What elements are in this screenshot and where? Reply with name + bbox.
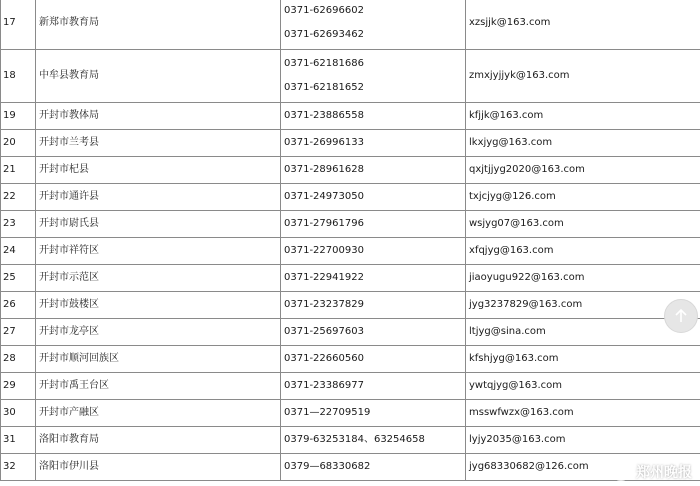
- row-number: 20: [1, 130, 36, 157]
- phone-cell: [281, 0, 466, 50]
- email-address: ltjyg@sina.com: [466, 319, 700, 346]
- phone-number: 0371-22941922: [284, 272, 364, 283]
- table-row: [1, 238, 700, 265]
- phone-number: 0371-23386977: [284, 380, 364, 391]
- email-address: jyg3237829@163.com: [466, 292, 700, 319]
- email-address: ywtqjyg@163.com: [466, 373, 700, 400]
- email-address: jiaoyugu922@163.com: [466, 265, 700, 292]
- row-number: 27: [1, 319, 36, 346]
- agency-name: 开封市祥符区: [36, 238, 281, 265]
- agency-name: 开封市鼓楼区: [36, 292, 281, 319]
- watermark: [612, 461, 692, 483]
- email-address: msswfwzx@163.com: [466, 400, 700, 427]
- table-row: [1, 0, 700, 50]
- phone-cell: [281, 130, 466, 157]
- row-number: 22: [1, 184, 36, 211]
- email-address: txjcjyg@126.com: [466, 184, 700, 211]
- table-row: [1, 211, 700, 238]
- agency-name: 洛阳市伊川县: [36, 454, 281, 481]
- phone-number: 0371-23886558: [284, 110, 364, 121]
- table-row: [1, 130, 700, 157]
- agency-name: 开封市兰考县: [36, 130, 281, 157]
- email-address: xfqjyg@163.com: [466, 238, 700, 265]
- agency-name: 开封市通许县: [36, 184, 281, 211]
- email-address: lyjy2035@163.com: [466, 427, 700, 454]
- phone-number: 0371-26996133: [284, 137, 364, 148]
- phone-number: 0371-22700930: [284, 245, 364, 256]
- arrow-up-icon: [672, 307, 690, 325]
- phone-number: 0371-62181652: [284, 82, 364, 93]
- row-number: 24: [1, 238, 36, 265]
- phone-cell: [281, 50, 466, 103]
- phone-number: 0371-62696602: [284, 5, 364, 16]
- table-row: [1, 319, 700, 346]
- email-address: xzsjjk@163.com: [466, 0, 700, 50]
- table-row: [1, 157, 700, 184]
- row-number: 30: [1, 400, 36, 427]
- agency-name: 开封市龙亭区: [36, 319, 281, 346]
- phone-cell: [281, 238, 466, 265]
- phone-number: 0379-63253184、63254658: [284, 434, 425, 445]
- table-row: [1, 184, 700, 211]
- table-row: [1, 454, 700, 481]
- phone-cell: [281, 292, 466, 319]
- phone-number: 0371-28961628: [284, 164, 364, 175]
- phone-number: 0379—68330682: [284, 461, 371, 472]
- agency-name: 洛阳市教育局: [36, 427, 281, 454]
- phone-cell: [281, 427, 466, 454]
- agency-name: 开封市尉氏县: [36, 211, 281, 238]
- table-row: [1, 265, 700, 292]
- table-row: [1, 346, 700, 373]
- email-address: zmxjyjjyk@163.com: [466, 50, 700, 103]
- phone-number: 0371-62181686: [284, 58, 364, 69]
- row-number: 26: [1, 292, 36, 319]
- agency-name: 开封市产融区: [36, 400, 281, 427]
- table-row: [1, 50, 700, 103]
- email-address: wsjyg07@163.com: [466, 211, 700, 238]
- row-number: 19: [1, 103, 36, 130]
- agency-name: 开封市示范区: [36, 265, 281, 292]
- phone-cell: [281, 373, 466, 400]
- phone-number: 0371-27961796: [284, 218, 364, 229]
- phone-cell: [281, 211, 466, 238]
- phone-cell: [281, 157, 466, 184]
- row-number: 21: [1, 157, 36, 184]
- phone-cell: [281, 454, 466, 481]
- phone-cell: [281, 184, 466, 211]
- table-row: [1, 400, 700, 427]
- email-address: qxjtjjyg2020@163.com: [466, 157, 700, 184]
- phone-cell: [281, 400, 466, 427]
- phone-cell: [281, 346, 466, 373]
- phone-number: 0371-24973050: [284, 191, 364, 202]
- weibo-icon: [612, 464, 632, 481]
- row-number: 29: [1, 373, 36, 400]
- agency-name: 开封市顺河回族区: [36, 346, 281, 373]
- agency-name: 中牟县教育局: [36, 50, 281, 103]
- table-row: [1, 292, 700, 319]
- row-number: 31: [1, 427, 36, 454]
- row-number: 25: [1, 265, 36, 292]
- contact-table-body: [1, 0, 700, 481]
- row-number: 23: [1, 211, 36, 238]
- row-number: 18: [1, 50, 36, 103]
- table-row: [1, 427, 700, 454]
- phone-number: 0371-25697603: [284, 326, 364, 337]
- watermark-text: 郑州晚报: [636, 465, 692, 481]
- phone-number: 0371—22709519: [284, 407, 371, 418]
- table-row: [1, 373, 700, 400]
- email-address: jyg68330682@126.com: [466, 454, 700, 481]
- agency-name: 开封市杞县: [36, 157, 281, 184]
- phone-number: 0371-62693462: [284, 29, 364, 40]
- phone-number: 0371-23237829: [284, 299, 364, 310]
- email-address: kfjjk@163.com: [466, 103, 700, 130]
- phone-cell: [281, 103, 466, 130]
- row-number: 32: [1, 454, 36, 481]
- phone-cell: [281, 319, 466, 346]
- email-address: lkxjyg@163.com: [466, 130, 700, 157]
- phone-cell: [281, 265, 466, 292]
- agency-name: 开封市禹王台区: [36, 373, 281, 400]
- scroll-to-top-button[interactable]: [664, 299, 698, 333]
- table-row: [1, 103, 700, 130]
- agency-name: 开封市教体局: [36, 103, 281, 130]
- phone-number: 0371-22660560: [284, 353, 364, 364]
- row-number: 28: [1, 346, 36, 373]
- email-address: kfshjyg@163.com: [466, 346, 700, 373]
- row-number: 17: [1, 0, 36, 50]
- agency-name: 新郑市教育局: [36, 0, 281, 50]
